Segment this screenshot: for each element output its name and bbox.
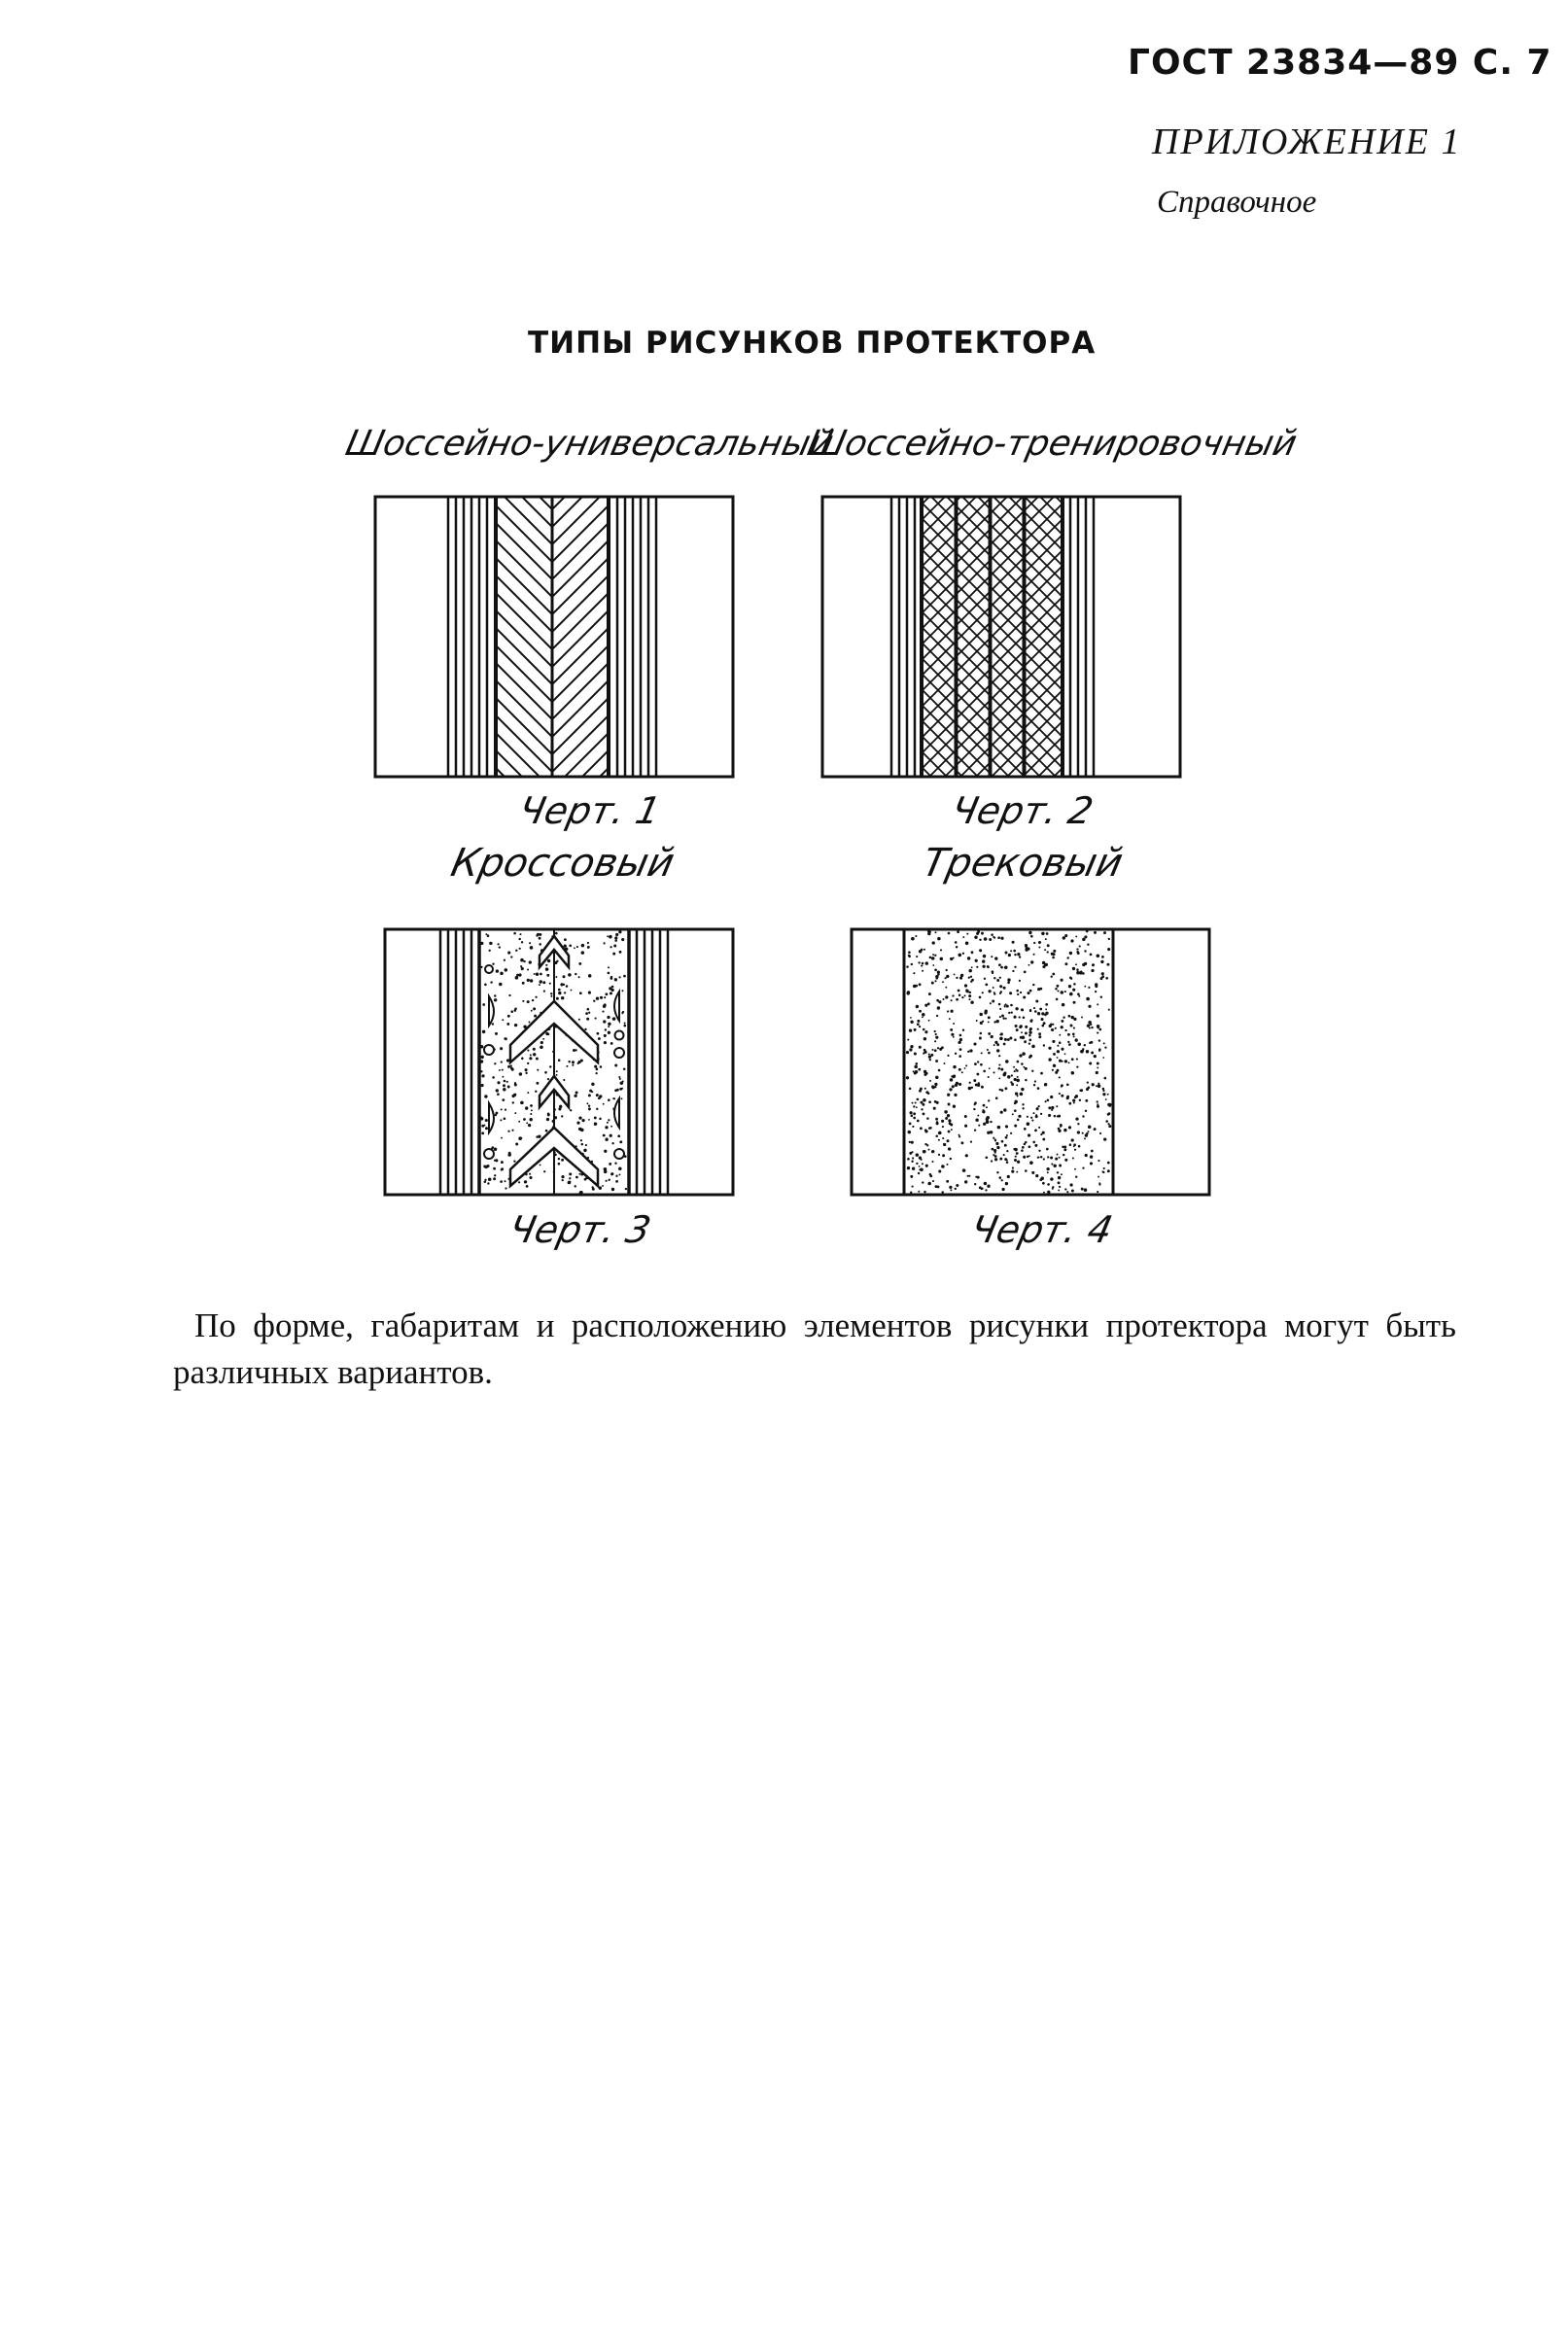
page-title: ТИПЫ РИСУНКОВ ПРОТЕКТОРА <box>528 326 1097 361</box>
figure-4-name: Трековый <box>919 841 1127 886</box>
figure-2-tread-drawing <box>821 496 1181 778</box>
figure-1-tread-drawing <box>374 496 734 778</box>
appendix-label: ПРИЛОЖЕНИЕ 1 <box>1152 122 1462 162</box>
figure-2-caption: Черт. 2 <box>948 789 1098 832</box>
figure-3-caption: Черт. 3 <box>505 1208 655 1251</box>
figure-4-caption: Черт. 4 <box>967 1208 1117 1251</box>
figure-4-tread-drawing <box>851 928 1210 1196</box>
standard-number: ГОСТ 23834—89 С. 7 <box>1128 43 1552 83</box>
figure-2-name: Шоссейно-тренировочный <box>804 424 1301 464</box>
body-paragraph: По форме, габаритам и расположению элементов рисунки протектора могут быть различных вариантов. <box>173 1306 1456 1391</box>
figure-3-tread-drawing <box>384 928 734 1196</box>
figure-3-name: Кроссовый <box>447 841 679 886</box>
appendix-type: Справочное <box>1157 185 1317 220</box>
figure-1-name: Шоссейно-универсальный <box>342 424 837 464</box>
figure-1-caption: Черт. 1 <box>515 789 665 832</box>
